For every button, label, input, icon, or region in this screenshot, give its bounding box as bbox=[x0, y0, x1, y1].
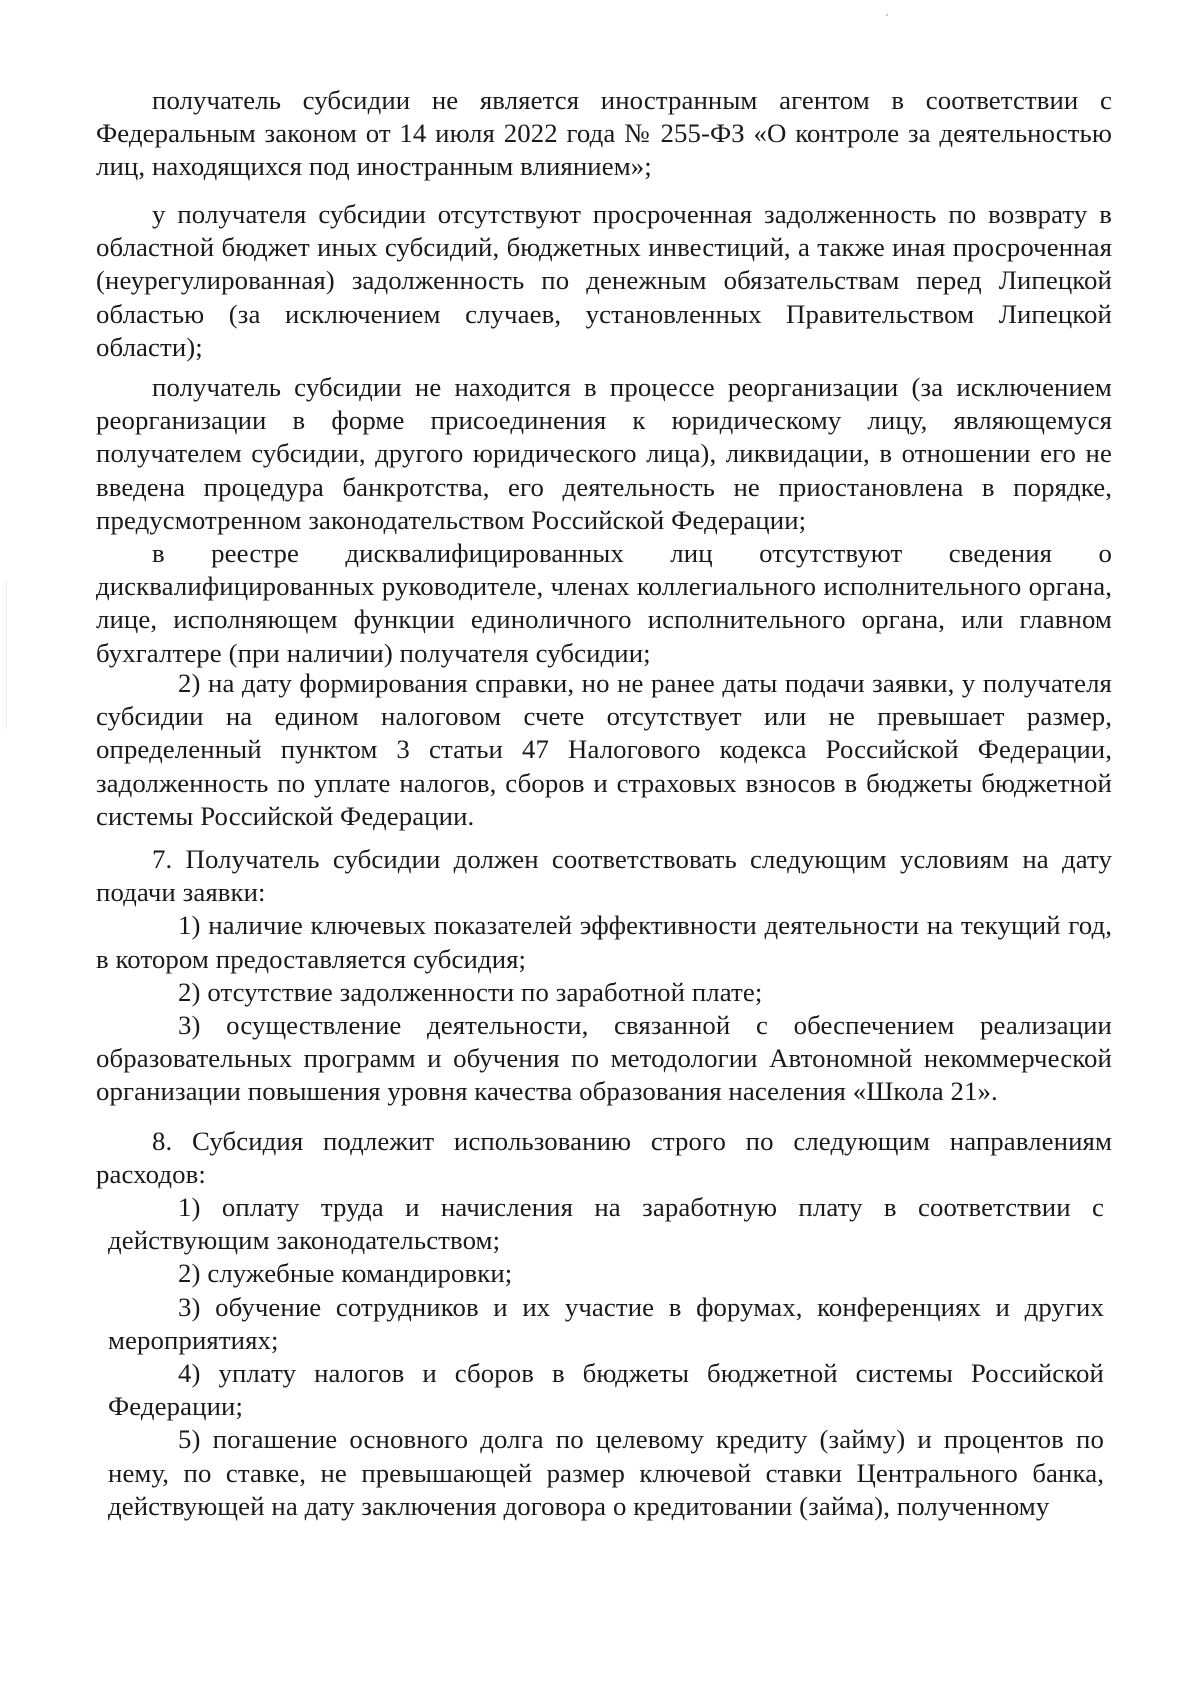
paragraph-text: в реестре дисквалифицированных лиц отсутствуют сведения о дисквалифицированных руководителе, членах коллегиального исполнительного органа, лице, исполняющем функции единоличного исполнительного органа, или главном бухгалтере (при наличии) получателя субсидии; bbox=[96, 538, 1112, 668]
section-8-item-2: 2) служебные командировки; bbox=[178, 1258, 513, 1289]
section-8-item-5: 5) погашение основного долга по целевому кредиту (займу) и процентов по нему, по ставке, не превышающей размер ключевой ставки Центрального банка, действующей на дату заключения договора о кредитовании (займа), полученному bbox=[108, 1424, 1104, 1521]
section-8-heading: 8. Субсидия подлежит использованию строго по следующим направлениям расходов: bbox=[96, 1126, 1112, 1190]
paragraph-foreign-agent bbox=[96, 84, 1112, 184]
paragraph-no-debt bbox=[96, 198, 1112, 364]
section-8-list bbox=[108, 1191, 1104, 1523]
section-8-item-3: 3) обучение сотрудников и их участие в форумах, конференциях и других мероприятиях; bbox=[108, 1291, 1104, 1355]
paragraph-text: 2) на дату формирования справки, но не ранее даты подачи заявки, у получателя субсидии на едином налоговом счете отсутствует или не превышает размер, определенный пунктом 3 статьи 47 Налогового кодекса Российской Федерации, задолженность по уплате налогов, сборов и страховых взносов в бюджеты бюджетной системы Российской Федерации. bbox=[96, 668, 1112, 831]
section-7-item-2: 2) отсутствие задолженности по заработной плате; bbox=[178, 976, 763, 1007]
section-7-item-3: 3) осуществление деятельности, связанной с обеспечением реализации образовательных программ и обучения по методологии Автономной некоммерческой организации повышения уровня качества образования населения «Школа 21». bbox=[96, 1010, 1112, 1107]
section-8-item-4: 4) уплату налогов и сборов в бюджеты бюджетной системы Российской Федерации; bbox=[108, 1358, 1104, 1422]
paragraph-text: получатель субсидии не является иностранным агентом в соответствии с Федеральным законом от 14 июля 2022 года № 255-ФЗ «О контроле за деятельностью лиц, находящихся под иностранным влиянием»; bbox=[96, 85, 1112, 182]
paragraph-text: получатель субсидии не находится в процессе реорганизации (за исключением реорганизации в форме присоединения к юридическому лицу, являющемуся получателем субсидии, другого юридического лица), ликвидации, в отношении его не введена процедура банкротства, его деятельность не приостановлена в порядке, предусмотренном законодательством Российской Федерации; bbox=[96, 372, 1112, 535]
paragraph-text: у получателя субсидии отсутствуют просроченная задолженность по возврату в областной бюджет иных субсидий, бюджетных инвестиций, а также иная просроченная (неурегулированная) задолженность по денежным обязательствам перед Липецкой областью (за исключением случаев, установленных Правительством Липецкой области); bbox=[96, 199, 1112, 362]
paragraph-tax-debt bbox=[96, 667, 1112, 833]
scan-speck bbox=[886, 14, 888, 16]
section-8-heading-block bbox=[96, 1125, 1112, 1191]
paragraph-disqualified-registry bbox=[96, 537, 1112, 670]
paragraph-no-reorganization bbox=[96, 371, 1112, 537]
section-7-heading: 7. Получатель субсидии должен соответствовать следующим условиям на дату подачи заявки: bbox=[96, 844, 1112, 908]
section-7 bbox=[96, 843, 1112, 1109]
section-8-item-1: 1) оплату труда и начисления на заработную плату в соответствии с действующим законодательством; bbox=[108, 1192, 1104, 1256]
section-7-item-1: 1) наличие ключевых показателей эффективности деятельности на текущий год, в котором предоставляется субсидия; bbox=[96, 910, 1112, 974]
scan-edge-line bbox=[6, 580, 7, 730]
